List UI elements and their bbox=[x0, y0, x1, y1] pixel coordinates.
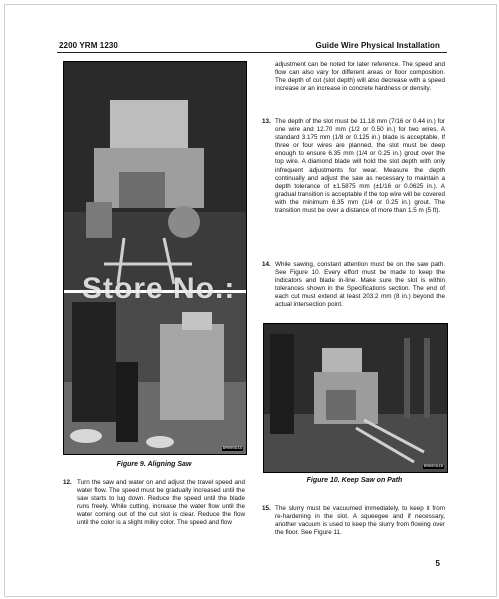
figure-10-stamp: BM00094B bbox=[423, 465, 443, 469]
step-12-continuation: adjustment can be noted for later reference. The speed and flow can also vary for different areas or floor composition. The depth of cut (slot depth) will also decrease with a speed increase or an increase in concrete hardness or density. bbox=[275, 61, 445, 93]
step-12-number: 12. bbox=[63, 479, 72, 486]
page-number: 5 bbox=[435, 559, 440, 568]
step-14-number: 14. bbox=[262, 261, 271, 268]
step-15-text: The slurry must be vacuumed immediately, to keep it from re-hardening in the slot. A squeegee and if necessary, another vacuum is used to keep the slurry from flowing over the floor. See Figure 11. bbox=[275, 505, 445, 537]
step-15-number: 15. bbox=[262, 505, 271, 512]
figure-9-caption: Figure 9. Aligning Saw bbox=[116, 461, 192, 468]
header-rule bbox=[57, 52, 447, 53]
document-page bbox=[4, 4, 497, 597]
store-watermark: Store No.: bbox=[82, 272, 236, 305]
figure-10-caption: Figure 10. Keep Saw on Path bbox=[306, 477, 403, 484]
header-section-title: Guide Wire Physical Installation bbox=[315, 41, 440, 50]
figure-9-photo bbox=[63, 61, 247, 455]
step-14-text: While sawing, constant attention must be on the saw path. See Figure 10. Every effort must be made to keep the indicators and blade in-line. Make sure the slot is within tolerances shown in the Specifications section. The end of each cut must extend at least 203.2 mm (8 in.) beyond the actual intersection point. bbox=[275, 261, 445, 309]
figure-10-photo bbox=[263, 323, 448, 473]
step-13-text: The depth of the slot must be 11.18 mm (7/16 or 0.44 in.) for one wire and 12.70 mm (1/2 or 0.50 in.) for two wires. A standard 3.175 mm (1/8 or 0.125 in.) blade is acceptable. If three or four wires are planned, the slot must be deep enough to ensure 6.35 mm (1/4 or 0.25 in.) grout over the top wire. A diamond blade will hold the slot depth with only infrequent adjustments for wear. Measure the depth continually and adjust the saw as necessary to maintain a depth tolerance of ±1.5875 mm (±1/16 or 0.0625 in.). A gradual transition is acceptable if the top wire will be covered with the minimum 6.35 mm (1/4 or 0.25 in.) grout. The transition must be over a distance of more than 1.5 m (5 ft). bbox=[275, 118, 445, 215]
figure-9-stamp: BM00094A bbox=[222, 447, 242, 451]
header-model: 2200 YRM 1230 bbox=[59, 41, 118, 50]
step-13-number: 13. bbox=[262, 118, 271, 125]
step-12-text: Turn the saw and water on and adjust the travel speed and water flow. The speed must be gradually increased until the saw starts to lug down. Reduce the speed until the blade runs freely. While cutting, increase the water flow until the water coming out of the cut slot is clear. Reduce the flow until the color is a slight milky color. The speed and flow bbox=[77, 479, 245, 527]
